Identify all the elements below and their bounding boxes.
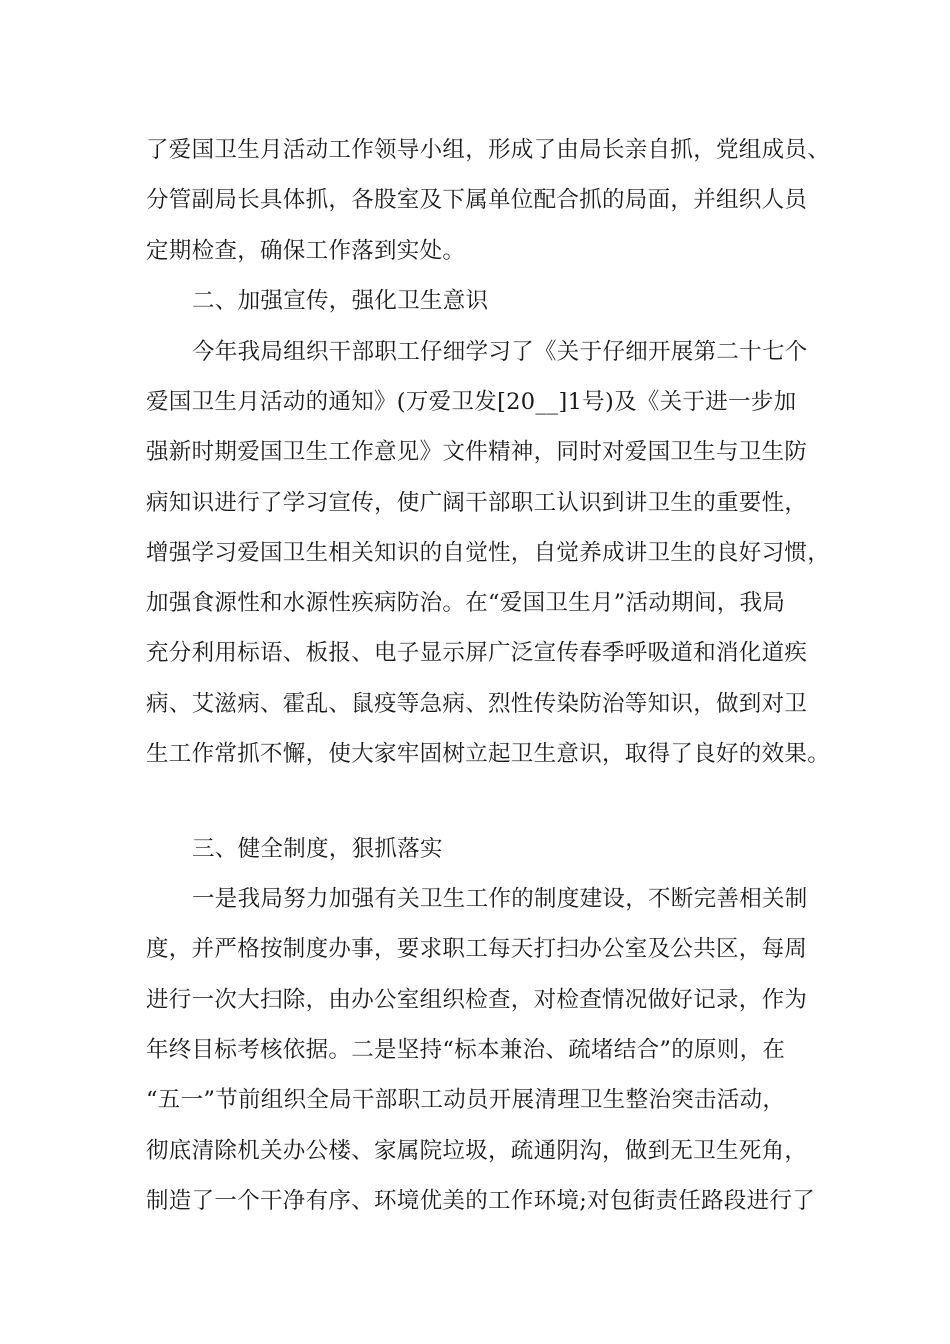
paragraph-line: 生工作常抓不懈，使大家牢固树立起卫生意识，取得了良好的效果。 [146,741,831,767]
paragraph-line: “五一”节前组织全局干部职工动员开展清理卫生整治突击活动， [146,1087,786,1113]
paragraph-line: 年终目标考核依据。二是坚持“标本兼治、疏堵结合”的原则，在 [146,1037,786,1063]
paragraph-line: 强新时期爱国卫生工作意见》文件精神，同时对爱国卫生与卫生防 [146,439,808,465]
paragraph-line: 病知识进行了学习宣传，使广阔干部职工认识到讲卫生的重要性， [146,490,808,516]
paragraph-line: 度，并严格按制度办事，要求职工每天打扫办公室及公共区，每周 [146,936,808,962]
paragraph-line: 爱国卫生月活动的通知》(万爱卫发[20__]1号)及《关于进一步加 [146,389,797,415]
paragraph-line: 分管副局长具体抓，各股室及下属单位配合抓的局面，并组织人员 [146,187,808,213]
paragraph-line: 今年我局组织干部职工仔细学习了《关于仔细开展第二十七个 [192,339,808,365]
paragraph-line: 制造了一个干净有序、环境优美的工作环境;对包街责任路段进行了 [146,1188,816,1214]
paragraph-line: 增强学习爱国卫生相关知识的自觉性，自觉养成讲卫生的良好习惯， [146,540,831,566]
section-heading: 二、加强宣传，强化卫生意识 [192,288,489,314]
paragraph-line: 进行一次大扫除，由办公室组织检查，对检查情况做好记录，作为 [146,987,808,1013]
paragraph-line: 加强食源性和水源性疾病防治。在“爱国卫生月”活动期间，我局 [146,590,786,616]
paragraph-line: 彻底清除机关办公楼、家属院垃圾，疏通阴沟，做到无卫生死角， [146,1138,808,1164]
paragraph-line: 定期检查，确保工作落到实处。 [146,238,466,264]
paragraph-line: 了爱国卫生月活动工作领导小组，形成了由局长亲自抓，党组成员、 [146,137,831,163]
section-heading: 三、健全制度，狠抓落实 [192,836,443,862]
paragraph-line: 病、艾滋病、霍乱、鼠疫等急病、烈性传染防治等知识，做到对卫 [146,691,808,717]
paragraph-line: 一是我局努力加强有关卫生工作的制度建设，不断完善相关制 [192,886,808,912]
paragraph-line: 充分利用标语、板报、电子显示屏广泛宣传春季呼吸道和消化道疾 [146,640,808,666]
